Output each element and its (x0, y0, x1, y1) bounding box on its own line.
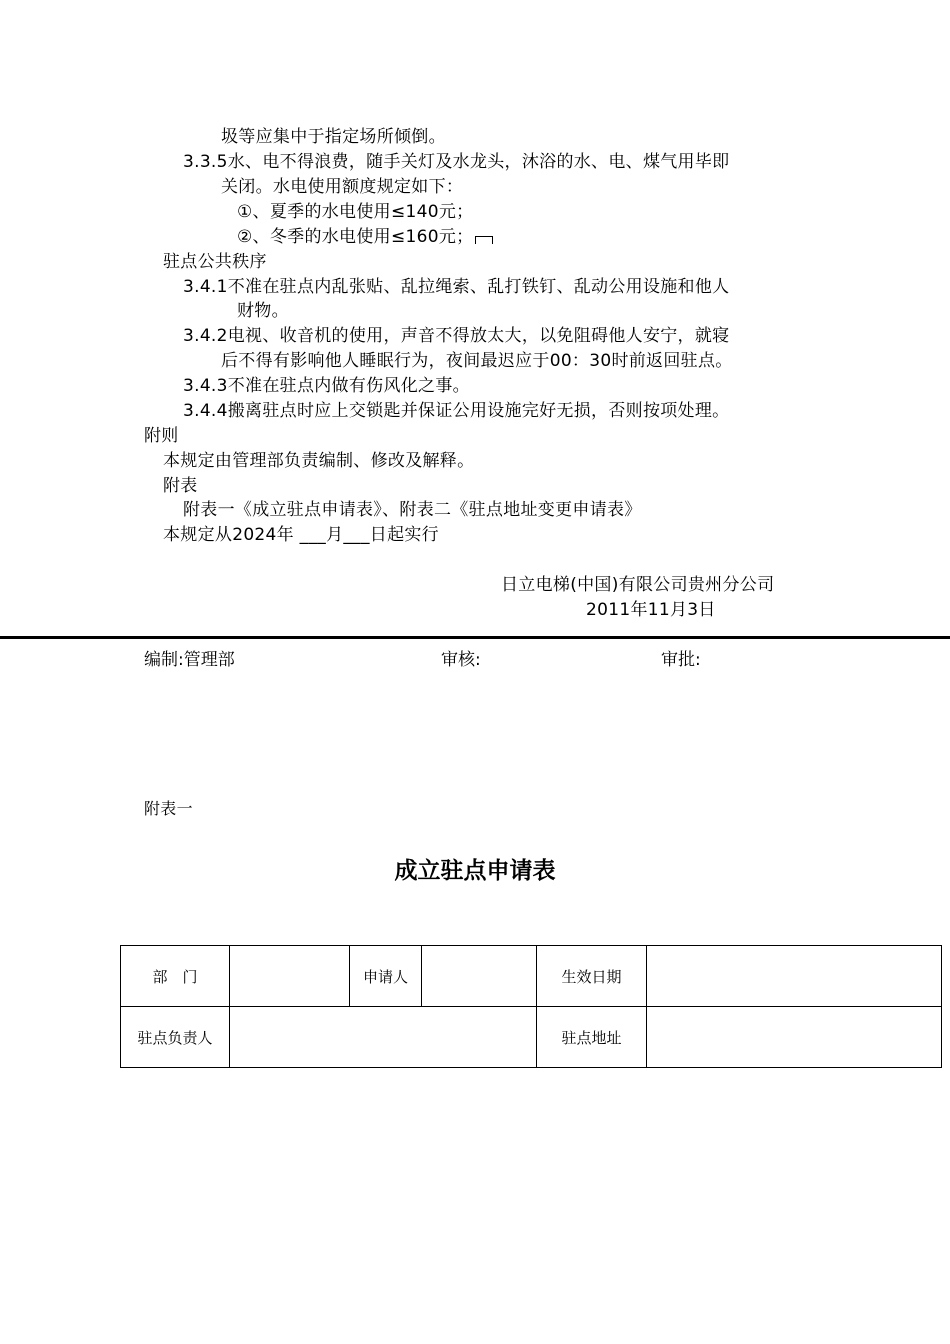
applicant-field[interactable] (422, 946, 537, 1007)
divider (0, 636, 950, 639)
department-label: 部 门 (121, 946, 230, 1007)
clause-3-4-2: 3.4.2电视、收音机的使用，声音不得放太大，以免阻碍他人安宁，就寝 (183, 326, 730, 346)
winter-quota-line (237, 226, 493, 248)
section-heading: 附则 (144, 426, 179, 446)
application-form (120, 945, 942, 1068)
section-heading: 附表 (163, 476, 198, 496)
effective-date-label: 生效日期 (537, 946, 647, 1007)
site-manager-label: 驻点负责人 (121, 1007, 230, 1068)
body-line: 财物。 (237, 301, 289, 321)
effective-line: 本规定从2024年 ___月___日起实行 (163, 525, 439, 545)
winter-quota: ②、冬季的水电使用≤160元； (237, 227, 474, 247)
clause-3-4-4: 3.4.4搬离驻点时应上交锁匙并保证公用设施完好无损，否则按项处理。 (183, 401, 730, 421)
site-address-field[interactable] (647, 1007, 942, 1068)
reviewed-by: 审核: (441, 650, 481, 670)
body-line: 关闭。水电使用额度规定如下： (221, 177, 464, 197)
approved-by: 审批: (661, 650, 701, 670)
company-name: 日立电梯(中国)有限公司贵州分公司 (501, 575, 775, 595)
body-line: 圾等应集中于指定场所倾倒。 (221, 127, 446, 147)
section-heading: 驻点公共秩序 (163, 252, 267, 272)
clause-3-3-5: 3.3.5水、电不得浪费，随手关灯及水龙头，沐浴的水、电、煤气用毕即 (183, 152, 730, 172)
compiled-by: 编制:管理部 (144, 650, 235, 670)
text-cursor-icon (475, 236, 493, 244)
site-address-label: 驻点地址 (537, 1007, 647, 1068)
appendix-label: 附表一 (144, 799, 193, 818)
form-title: 成立驻点申请表 (394, 858, 556, 884)
body-line: 后不得有影响他人睡眠行为，夜间最迟应于00：30时前返回驻点。 (221, 351, 733, 371)
clause-3-4-3: 3.4.3不准在驻点内做有伤风化之事。 (183, 376, 470, 396)
clause-3-4-1: 3.4.1不准在驻点内乱张贴、乱拉绳索、乱打铁钉、乱动公用设施和他人 (183, 277, 730, 297)
appendix-list: 附表一《成立驻点申请表》、附表二《驻点地址变更申请表》 (183, 500, 642, 520)
summer-quota: ①、夏季的水电使用≤140元； (237, 202, 474, 222)
department-field[interactable] (230, 946, 350, 1007)
applicant-label: 申请人 (350, 946, 422, 1007)
document-date: 2011年11月3日 (586, 600, 716, 620)
body-line: 本规定由管理部负责编制、修改及解释。 (163, 451, 475, 471)
site-manager-field[interactable] (230, 1007, 537, 1068)
effective-date-field[interactable] (647, 946, 942, 1007)
